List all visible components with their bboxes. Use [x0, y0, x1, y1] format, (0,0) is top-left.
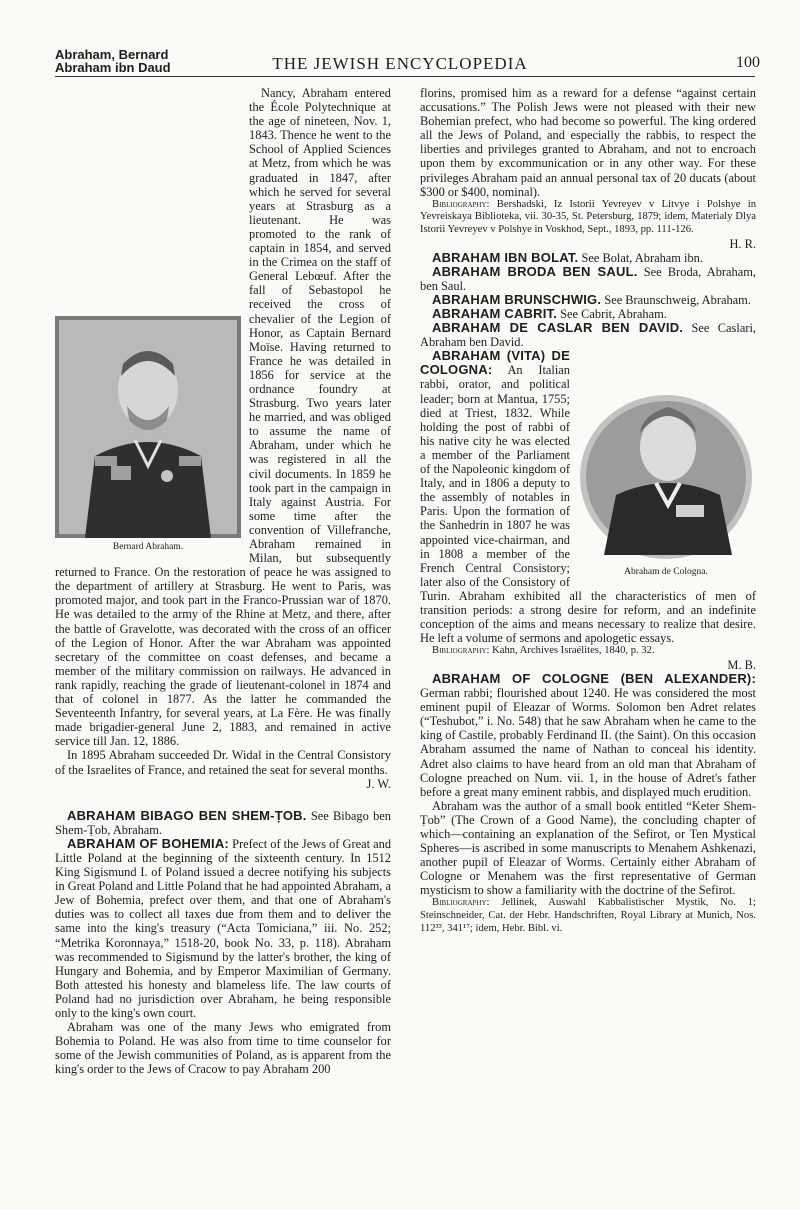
page-number: 100	[736, 54, 760, 71]
entry-heading: ABRAHAM CABRIT.	[432, 306, 558, 321]
running-title: THE JEWISH ENCYCLOPEDIA	[272, 54, 528, 73]
entry-abraham-bibago	[55, 809, 391, 837]
entry-abraham-ibn-bolat	[420, 251, 756, 265]
bibliography-text: Kahn, Archives Israélites, 1840, p. 32.	[492, 645, 655, 657]
entry-abraham-de-caslar	[420, 321, 756, 349]
figure-abraham-de-cologna	[576, 385, 756, 579]
bibliography-label: Bibliography:	[432, 198, 490, 210]
author-signature: M. B.	[727, 657, 756, 672]
figure-caption: Bernard Abraham.	[112, 542, 184, 552]
entry-heading: ABRAHAM BRUNSCHWIG.	[432, 291, 602, 307]
bibliography-label: Bibliography:	[432, 897, 490, 909]
entry-text: German rabbi; flourished about 1240. He was considered the most eminent pupil of Eleazar of Worms. Solomon ben Adret relates (“Teshubot,” i. No. 548) that he saw Abraham when he came to the king of Castile, probably Ferdinand II. (the Saint). On this occasion Abraham assumed the name of Nathan to conceal his identity. Adret also claims to have heard from an old man that Abraham of Cologne preached on Num. vii. 1, in the house of Adret's father before a great many eminent rabbis, and displayed much erudition.	[420, 686, 756, 799]
cross-reference: See Bolat, Abraham ibn.	[581, 250, 703, 265]
right-column	[420, 86, 756, 935]
figure-bernard-abraham	[55, 316, 241, 554]
entry-heading: ABRAHAM OF BOHEMIA:	[67, 835, 229, 851]
bibliography-label: Bibliography:	[432, 645, 490, 657]
entry-abraham-of-cologne	[420, 672, 756, 799]
entry-abraham-cabrit	[420, 307, 756, 321]
entry-heading: ABRAHAM IBN BOLAT.	[432, 249, 579, 265]
portrait-bernard-abraham-image	[55, 316, 241, 538]
guide-word-bottom: Abraham ibn Daud	[55, 60, 171, 75]
cross-reference: See Braunschweig, Abraham.	[604, 292, 751, 307]
entry-heading: ABRAHAM BIBAGO BEN SHEM-ṬOB.	[67, 807, 307, 823]
entry-abraham-brunschwig	[420, 293, 756, 307]
entry-text: Prefect of the Jews of Great and Little Poland at the beginning of the sixteenth century. In 1512 King Sigismund I. of Poland issued a decree notifying his subjects in Great Poland and Little Poland that he had appointed Abraham, a Jew of Bohemia, prefect over them, and that one of Abraham's duties was to collect all taxes due from them and to deliver the same into the king's treasury (“Acta Tomiciana,” iii. No. 252; “Metrika Koronnaya,” 1518-20, book No. 33, p. 118). Abraham was recommended to Sigismund by the latter's brother, the king of Hungary and Bohemia, and by Emperor Maximilian of Germany. Both attested his honesty and blameless life. The law courts of Poland had no jurisdiction over Abraham, he being responsible only to the king's own court.	[55, 836, 392, 1020]
bibliography	[420, 897, 756, 935]
paragraph: Abraham was one of the many Jews who emigrated from Bohemia to Poland. He was also from time to time counselor for some of the Jewish communities of Poland, as is apparent from the king's order to the Jews of Cracow to pay Abraham 200	[55, 1020, 391, 1077]
paragraph: Nancy, Abraham entered the École Polytechnique at the age of nineteen, Nov. 1, 1843. Thence he went to the School of Applied Sciences at Metz, from which he was graduated in 1847, after which he served for several years at Strasburg as a lieutenant. He was promoted to the rank of captain in 1854, and served in the Crimea on the staff of General Lebœuf. After the fall of Sebastopol he received the cross of chevalier of the Legion of Honor, as Captain Bernard Moïse. Having returned to France he was detailed in 1856 for service at the ordnance foundry at Strasburg. Two years later he married, and was obliged to assume the name of Abraham, under which he was registered in all the civil documents. In 1859 he took part in the campaign in Italy against Austria. For some time after the convention of Villefranche, Abraham remained in Milan, but subsequently returned to France. On the restoration of peace he was assigned to the department of artillery at Strasburg. He went to Paris, was promoted major, and took part in the Franco-Prussian war of 1870. He was detailed to the army of the Rhine at Metz, and there, after the battle of Gravelotte, was decorated with the cross of an officer of the Legion of Honor. After the war Abraham was appointed secretary of the committee on coast defenses, and became a member of the military commission on railways. He advanced in rank rapidly, reaching the grade of lieutenant-colonel in 1874 and that of colonel in 1877. As the latter he commanded the Seventeenth Infantry, for several years, at La Fère. He was finally made brigadier-general June 2, 1883, and remained in active service till Jan. 12, 1886.	[55, 86, 391, 749]
cross-reference: See Cabrit, Abraham.	[560, 307, 667, 321]
bibliography	[420, 199, 756, 237]
bibliography-text: Jellinek, Auswahl Kabbalistischer Mystik, No. 1; Steinschneider, Cat. der Hebr. Handschriften, Royal Library at Munich, Nos. 112³³, 341¹⁷; idem, Hebr. Bibl. vi.	[420, 897, 756, 934]
figure-caption: Abraham de Cologna.	[624, 567, 708, 578]
entry-text: An Italian rabbi, orator, and political leader; born at Mantua, 1755; died at Triest, 1832. While holding the post of rabbi of his native city he was elected a member of the Parliament of the Napoleonic kingdom of Italy, and in 1806 a deputy to the assembly of notables in Paris. Upon the formation of the Sanhedrin in 1807 he was appointed vice-chairman, and in 1808 a member of the French Central Consistory; later also of the Consistory of Turin. Abraham exhibited all the characteristics of men of transition periods: a strong desire for reform, and an indefinite conception of the aims and means necessary to realize that desire. He left a volume of sermons and apologetic essays.	[420, 363, 756, 646]
cross-reference: See Caslari, Abraham ben David.	[420, 321, 756, 350]
cross-reference: See Broda, Abraham, ben Saul.	[420, 264, 756, 293]
entry-heading: ABRAHAM (VITA) DE COLOGNA:	[420, 348, 570, 378]
bibliography-text: Bershadski, Iz Istorii Yevreyev v Litvye i Polshye in Yevreiskaya Biblioteka, vii. 30-35, St. Petersburg, 1879; idem, Materialy Dlya Istorii Yevreyev v Polshye in Voskhod, Sept., 1893, pp. 111-126.	[420, 198, 756, 235]
author-signature: J. W.	[366, 776, 391, 791]
entry-heading: ABRAHAM DE CASLAR BEN DAVID.	[432, 320, 684, 336]
entry-abraham-of-bohemia	[55, 837, 391, 1020]
cross-reference: See Bibago ben Shem-Ṭob, Abraham.	[55, 808, 391, 837]
header-rule	[55, 76, 755, 77]
bibliography	[420, 645, 756, 658]
entry-heading: ABRAHAM BRODA BEN SAUL.	[432, 263, 638, 279]
portrait-abraham-de-cologna-image	[576, 385, 756, 563]
entry-abraham-broda	[420, 265, 756, 293]
author-signature: H. R.	[729, 236, 756, 251]
entry-heading: ABRAHAM OF COLOGNE (BEN ALEXANDER):	[432, 670, 756, 686]
paragraph: In 1895 Abraham succeeded Dr. Widal in the Central Consistory of the Israelites of France, and retained the seat for several months.	[55, 748, 391, 777]
left-column	[55, 86, 391, 1076]
paragraph: Abraham was the author of a small book entitled “Keter Shem-Ṭob” (The Crown of a Good Name), the concluding chapter of which—containing an explanation of the Sefirot, or Ten Mystical Spheres—is ascribed in some manuscripts to Menahem Ashkenazi, another pupil of Eleazar of Worms. Certainly either Abraham of Cologne or Menahem was the first representative of German mysticism to show a familiarity with the doctrine of the Sefirot.	[420, 798, 756, 898]
paragraph: florins, promised him as a reward for a defense “against certain accusations.” The Polish Jews were not pleased with their new Bohemian prefect, who had become so powerful. The king ordered all the Jews of Poland, and especially the rabbis, to respect the liberties and privileges granted to Abraham, and not to encroach upon them by excommunication or in any other way. For these privileges Abraham paid an annual personal tax of 20 ducats (about $300 or $400, nominal).	[420, 86, 756, 199]
guide-word-top: Abraham, Bernard	[55, 47, 169, 62]
